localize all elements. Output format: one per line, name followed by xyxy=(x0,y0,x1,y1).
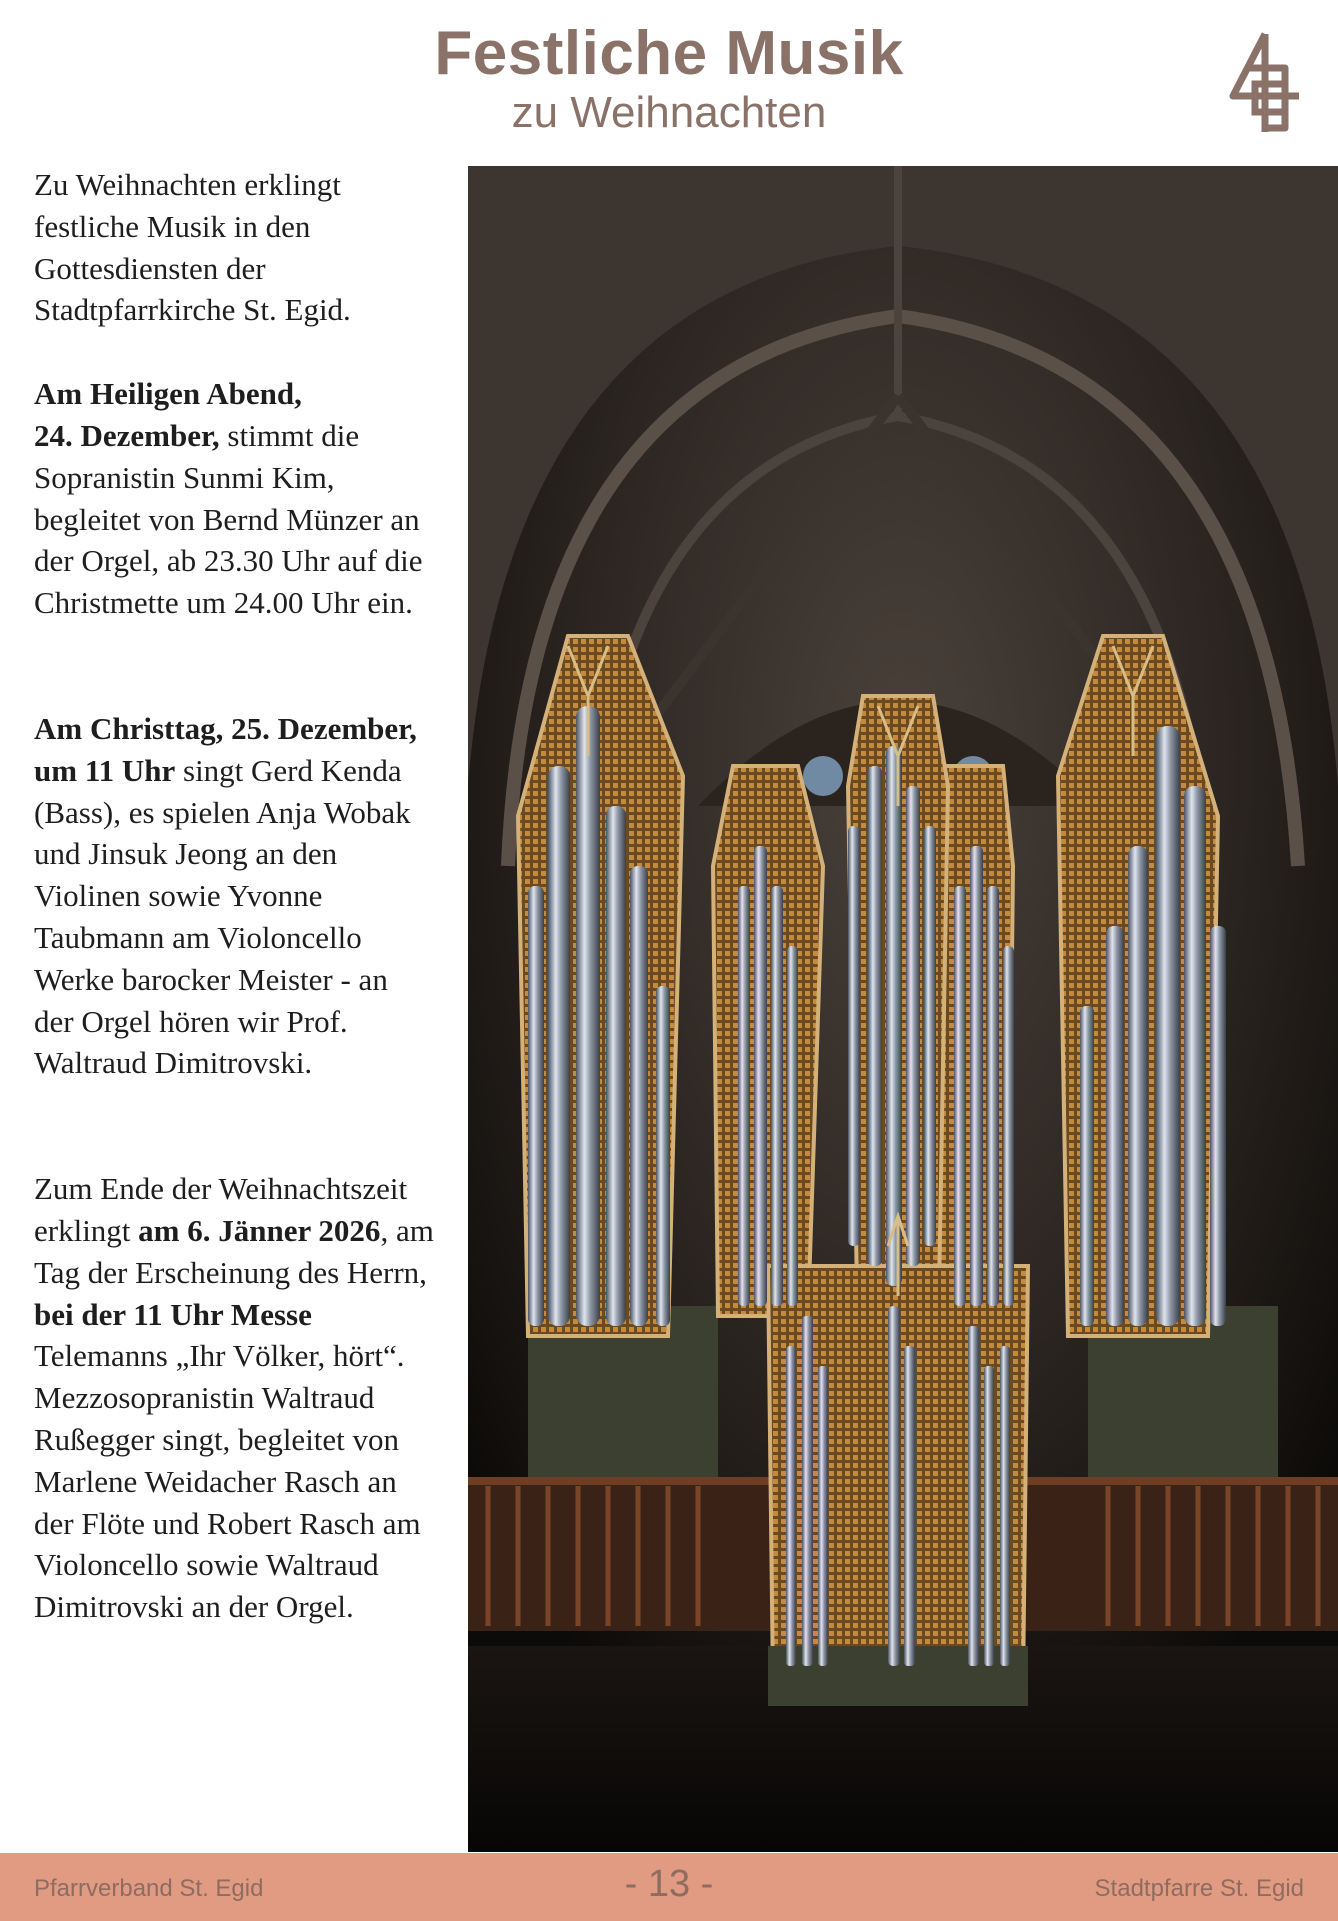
paragraph-christmas-day xyxy=(34,708,434,1084)
paragraph-text: Zu Weihnachten erklingt festliche Musik in den Gottesdiensten der Stadtpfarrkirche St. Egid. xyxy=(34,167,351,328)
paragraph-epiphany xyxy=(34,1168,434,1628)
article-text xyxy=(34,160,434,1628)
page-title: Festliche Musik xyxy=(434,19,904,88)
bold-text: am 6. Jänner 2026 xyxy=(138,1212,381,1248)
paragraph-text: stimmt die Sopranistin Sunmi Kim, begleitet von Bernd Münzer an der Orgel, ab 23.30 Uhr auf die Christmette um 24.00 Uhr ein. xyxy=(34,417,423,621)
page-footer xyxy=(0,1853,1338,1921)
page-subtitle: zu Weihnachten xyxy=(511,88,827,137)
cross-four-icon xyxy=(1225,28,1313,138)
paragraph-text: Telemanns „Ihr Völker, hört“. Mezzosopranistin Waltraud Rußegger singt, begleitet von Marlene Weidacher Rasch an der Flöte und Robert Rasch am Violoncello sowie Waltraud Dimitrovski an der Orgel. xyxy=(34,1338,421,1625)
bold-text: Am Heiligen Abend, xyxy=(34,376,302,412)
organ-photo-illustration xyxy=(468,166,1338,1852)
page-number: - 13 - xyxy=(624,1863,714,1905)
organ-photo xyxy=(468,166,1338,1852)
paragraph-text: , am Tag der Erscheinung des Herrn, xyxy=(34,1212,434,1290)
page-header xyxy=(0,0,1338,160)
bold-text: bei der 11 Uhr Messe xyxy=(34,1296,312,1332)
paragraph-christmas-eve xyxy=(34,373,434,624)
footer-left: Pfarrverband St. Egid xyxy=(34,1875,264,1902)
paragraph-text: singt Gerd Kenda (Bass), es spielen Anja Wobak und Jinsuk Jeong an den Violinen sowie Yvonne Taubmann am Violoncello Werke barocker Meister - an der Orgel hören wir Prof. Waltraud Dimitrovski. xyxy=(34,752,411,1081)
bold-text: 24. Dezember, xyxy=(34,417,220,453)
footer-right: Stadtpfarre St. Egid xyxy=(1094,1875,1304,1902)
paragraph-intro xyxy=(34,164,394,331)
paragraph-text: Zum Ende der Weihnachtszeit erklingt xyxy=(34,1171,408,1248)
bold-text: Am Christtag, 25. Dezember, um 11 Uhr xyxy=(34,710,417,788)
